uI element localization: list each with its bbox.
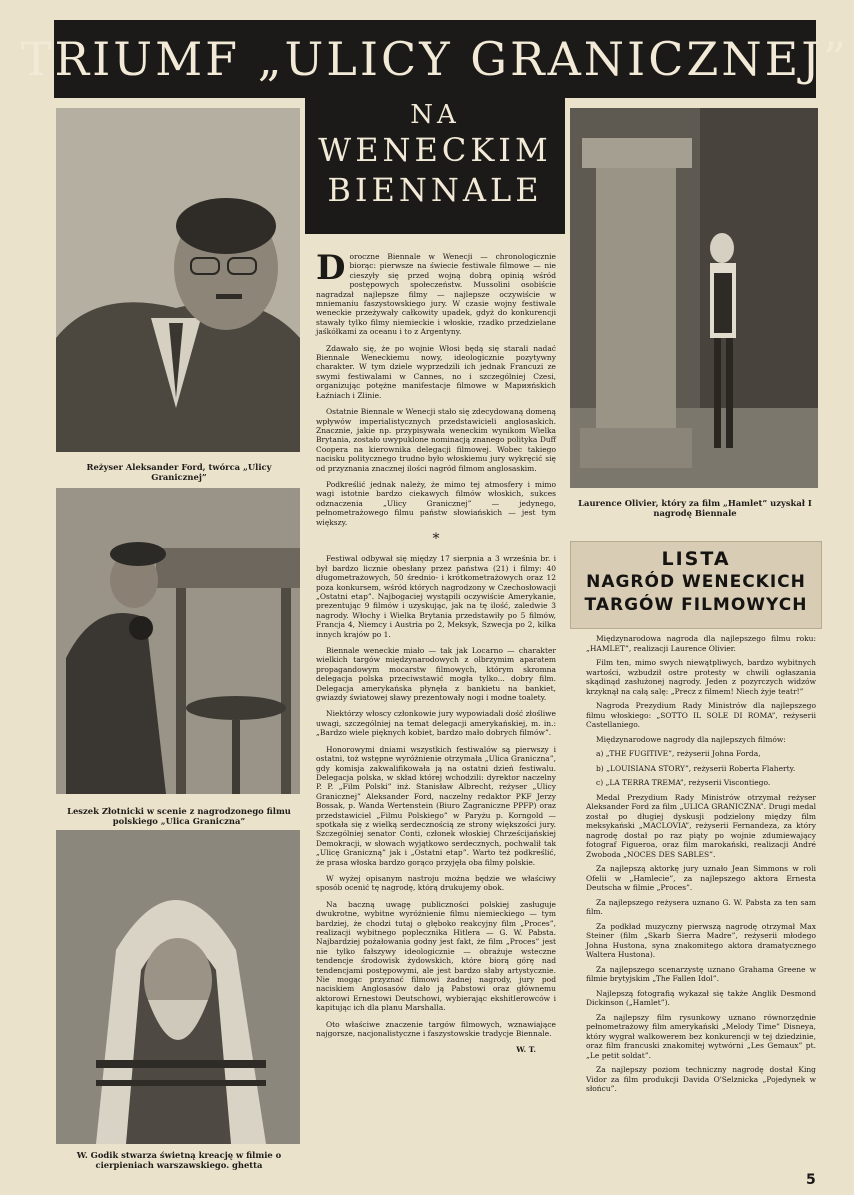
awards-paragraph: Międzynarodowa nagroda dla najlepszego filmu roku: „HAMLET”, realizacji Laurence Olivier.	[586, 634, 816, 653]
article-paragraph: Zdawało się, że po wojnie Włosi będą się starali nadać Biennale Weneckiemu nowy, ideologicznie pozytywny charakter. W tym dziele wyprzedzili ich jednak Francuzi ze swymi festiwalami w Cannes, no i szczególniej Czesi, organizując potężne manifestacje filmowe w Mарияńskich Łaźniach i Zlinie.	[316, 343, 556, 400]
caption-godik: W. Godik stwarza świetną kreację w filmie o cierpieniach warszawskiego. ghetta	[76, 1150, 282, 1170]
awards-paragraph: Najlepszą fotografią wykazał się także Anglik Desmond Dickinson („Hamlet”).	[586, 988, 816, 1007]
awards-title-line1: LISTA	[661, 548, 731, 570]
page-number: 5	[806, 1172, 816, 1188]
awards-list-item: b) „LOUISIANA STORY”, reżyserii Roberta Flaherty.	[596, 763, 796, 773]
awards-list-body	[586, 634, 816, 1099]
section-divider: *	[432, 530, 440, 547]
caption-zlotnicki: Leszek Złotnicki w scenie z nagrodzonego filmu polskiego „Ulica Graniczna”	[67, 806, 291, 826]
awards-paragraph: Medal Prezydium Rady Ministrów otrzymał reżyser Aleksander Ford za film „ULICA GRANICZNA”. Drugi medal został po długiej dyskusji podzielony między film meksykański „MACLOVIA”, reżyserii Fernandeza, za który nagrodę dostał po raz piąty po wojnie zdumiewający fotograf Figueroa, oraz film marokański, realizacji André Zwoboda „NOCES DES SABLES”.	[586, 792, 816, 859]
photo-olivier	[570, 108, 818, 488]
subtitle-na: NA	[410, 100, 460, 130]
awards-paragraph: Za najlepszego scenarzystę uznano Grahama Greene w filmie brytyjskim „The Fallen Idol”.	[586, 964, 816, 983]
photo-zlotnicki	[56, 488, 300, 794]
awards-paragraph: Film ten, mimo swych niewątpliwych, bardzo wybitnych wartości, wzbudził ostre protesty w chwili ogłaszania skądinąd zasłużonej nagrody. Jeden z pozyrczych widzów krzyknął na całą salę: „Precz z filmem! Niech żyje teatr!”	[586, 658, 816, 696]
article-paragraph: W wyżej opisanym nastroju można będzie we właściwy sposób ocenić tę nagrodę, którą drukujemy obok.	[316, 873, 556, 893]
awards-list-item: c) „LA TERRA TREMA”, reżyserii Viscontiego.	[596, 778, 771, 787]
subtitle-box	[305, 98, 565, 234]
caption-olivier: Laurence Olivier, który za film „Hamlet” uzyskał I nagrodę Biennale	[578, 498, 812, 518]
awards-paragraph: Za podkład muzyczny pierwszą nagrodę otrzymał Max Steiner (film „Skarb Sierra Madre”, reżyserii młodego Johna Hustona, syna znakomitego aktora dramatycznego Waltera Hustona).	[586, 921, 816, 959]
article-paragraph: Honorowymi dniami wszystkich festiwalów są pierwszy i ostatni, toż wstępne wyróżnienie otrzymała „Ulica Graniczna”, gdy komisja zakwalifikowała ją na ostatni dzień festiwalu. Delegacja polska, w skład której wchodzili: dyrektor naczelny P. P. „Film Polski” inż. Stanisław Albrecht, reżyser „Ulicy Granicznej” Aleksander Ford, naczelny redaktor PKF Jerzy Bossak, p. Wanda Wertenstein (Biuro Zagraniczne PPFP) oraz przedstawiciel „Filmu Polskiego” w Paryżu p. Korngold — spotkała się z wielką serdecznością ze strony większości jury. Szczególniej senator Conti, członek włoskiej Chrześcijańskiej Demokracji, w słowach wyjątkowo serdecznych, pochwalił tak „Ulicę Graniczną” jak i „Ostatni etap”. Warto też podkreślić, że prasa włoska bardzo gorąco przyjęła oba filmy polskie.	[316, 744, 556, 867]
headline-title: TRIUMF „ULICY GRANICZNEJ”	[20, 32, 850, 86]
awards-title-line3: TARGÓW FILMOWYCH	[584, 595, 808, 615]
article-paragraph: Niektórzy włoscy członkowie jury wypowiadali dość złośliwe uwagi, szczególniej na temat delegacji amerykańskiej, m. in.: „Bardzo wiele pięknych kobiet, bardzo mało dobrych filmów”.	[316, 709, 556, 738]
awards-title-line2: NAGRÓD WENECKICH	[586, 572, 806, 592]
article-paragraph: Podkreślić jednak należy, że mimo tej atmosfery i mimo wagi istotnie bardzo ciekawych filmów włoskich, sukces odznaczenia „Ulicy Granicznej” — jedynego, pełnometrażowego filmu państw słowiańskich — jest tym większy.	[316, 479, 556, 527]
awards-paragraph: Nagroda Prezydium Rady Ministrów dla najlepszego filmu włoskiego: „SOTTO IL SOLE DI ROMA”, reżyserii Castellaniego.	[586, 701, 816, 729]
article-paragraph: Biennale weneckie miało — tak jak Locarno — charakter wielkich targów międzynarodowych z olbrzymim aparatem propagandowym mocarstw filmowych, którym skromna delegacja polska przeciwstawić mogła tylko... dobry film. Delegacja amerykańska płynęła z bankietu na bankiet, gwiazdy światowej sławy prezentowały nogi i modne toalety.	[316, 646, 556, 703]
awards-paragraph: Za najlepszego reżysera uznano G. W. Pabsta za ten sam film.	[586, 897, 816, 916]
article-body	[316, 248, 556, 1055]
awards-paragraph: Za najlepszy film rysunkowy uznano równorzędnie pełnometrażowy film amerykański „Melody Time” Disneya, który wygrał walkowerem bez konkurencji w tej dziedzinie, oraz film francuski znakomitej wytwórni „Les Gemaux” pt. „Le petit soldat”.	[586, 1012, 816, 1060]
awards-list-title	[570, 541, 822, 629]
awards-list-item: a) „THE FUGITIVE”, reżyserii Johna Forda,	[596, 749, 761, 758]
article-paragraph: Oto właściwe znaczenie targów filmowych, wznawiające najgorsze, nacjonalistyczne i faszystowskie tradycje Biennale.	[316, 1019, 556, 1039]
headline-banner	[20, 20, 850, 98]
caption-ford: Reżyser Aleksander Ford, twórca „Ulicy Granicznej”	[86, 462, 272, 482]
article-paragraph: Doroczne Biennale w Wenecji — chronologicznie biorąc: pierwsze na świecie festiwale filmowe — nie cieszyły się przed wojną dobrą opinią wśród postępowych społeczeństw. Mussolini osobiście nagradzał najlepsze filmy — najlepsze oczywiście w mniemaniu faszystowskiego jury. W czasie wojny festiwale weneckie przeżywały całkowity upadek, gdyż do konkurencji stawały tylko filmy niemieckie i włoskie, rzadko przedzielane jaśkółkami za oceanu i to z Argentyny.	[316, 248, 556, 337]
subtitle-line1: WENECKIM	[318, 131, 552, 169]
awards-paragraph: Za najlepszy poziom techniczny nagrodę dostał King Vidor za film produkcji Davida O'Selznicka „Pojedynek w słońcu”.	[586, 1065, 816, 1093]
photo-godik	[56, 830, 300, 1144]
article-signature: W. T.	[516, 1045, 536, 1055]
drop-cap: D	[316, 248, 346, 288]
awards-paragraph: Międzynarodowe nagrody dla najlepszych filmów:	[596, 734, 786, 744]
photo-ford	[56, 108, 300, 452]
article-paragraph: Na baczną uwagę publiczności polskiej zasługuje dwukrotne, wybitne wyróżnienie filmu niemieckiego — tym bardziej, że chodzi tutaj o głęboko reakcyjny film „Proces”, realizacji wybitnego poplecznika Hitlera — G. W. Pabsta. Najbardziej pożałowania godny jest fakt, że film „Proces” jest nie tylko fałszywy ideologicznie — obrażuje wsteczne tendencje środowisk żydowskich, które biorą górę nad tendencjami postępowymi, ale jest bardzo słaby artystycznie. Nie mogąc przyznać filmowi żadnej nagrody, jury pod naciskiem Anglosasów dało ją Pabstowi oraz głównemu aktorowi Ernestowi Deutschowi, wybierając ekshitlerowców i kapitując ich dla planu Marshalla.	[316, 899, 556, 1013]
article-paragraph: Festiwal odbywał się między 17 sierpnia a 3 września br. i był bardzo licznie obesłany przez państwa (21) i filmy: 40 długometrażowych, 50 średnio- i krótkometrażowych oraz 12 poza konkursem, wśród których nagrodzony w Czechosłowacji „Ostatni etap”. Najbogaciej wystąpili oczywiście Amerykanie, prezentując 9 filmów i uzyskując, jak na tę ilość, zaledwie 3 nagrody. Włochy i Wielka Brytania przedstawiły po 5 filmów, Francja 4, Niemcy i Austria po 2, Meksyk, Szwecja po 2, kilka innych krajów po 1.	[316, 554, 556, 639]
awards-paragraph: Za najlepszą aktorkę jury uznało Jean Simmons w roli Ofelii w „Hamlecie”, za najlepszego aktora Ernesta Deutscha w filmie „Proces”.	[586, 864, 816, 892]
subtitle-line2: BIENNALE	[327, 171, 543, 209]
article-paragraph: Ostatnie Biennale w Wenecji stało się zdecydowaną domeną wpływów imperialistycznych przedstawicieli anglosaskich. Znacznie, jakie np. przypisywała weneckim wynikom Wielka Brytania, zostało uwypuklone nominacją znanego polityka Duff Coopera na kierownika delegacji filmowej. Wobec takiego nacisku politycznego trudno było włoskiemu jury wykręcić się od przyznania znacznej ilości nagród filmom anglosaskim.	[316, 407, 556, 473]
